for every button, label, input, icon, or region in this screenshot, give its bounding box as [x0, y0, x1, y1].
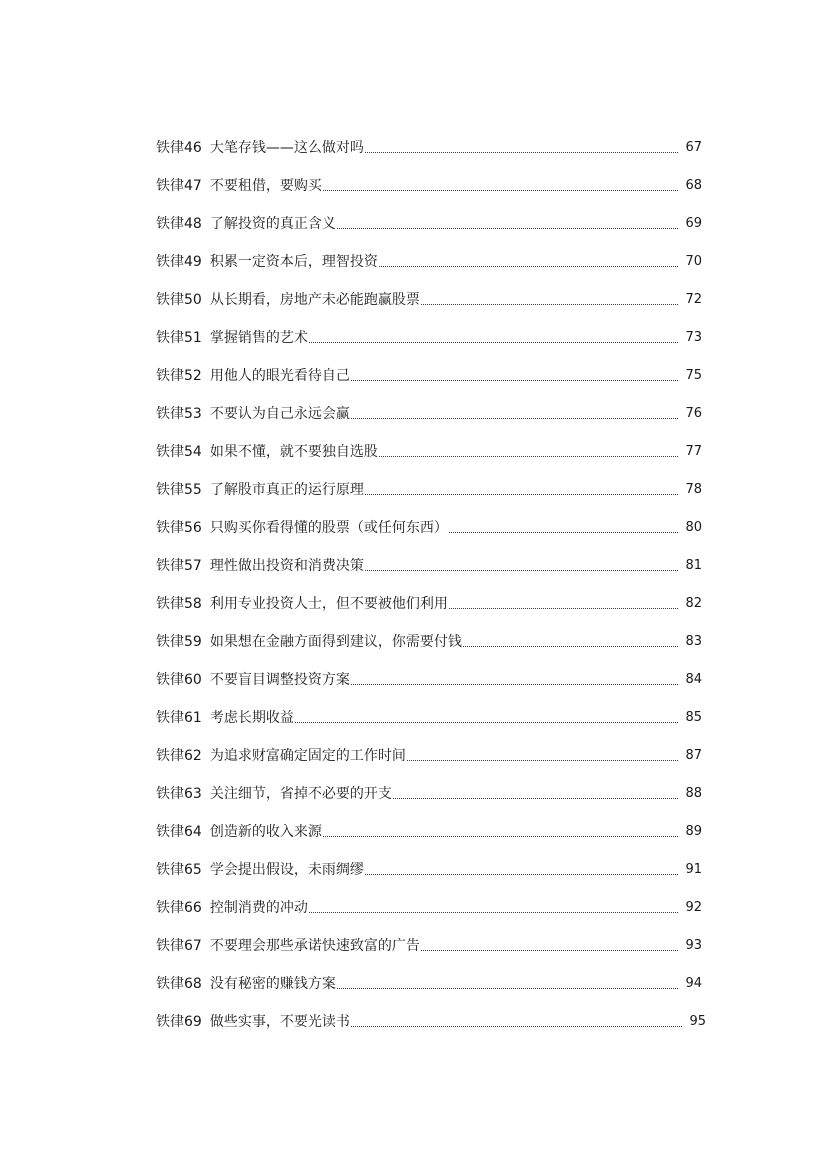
toc-entry-number: 铁律53	[156, 406, 202, 422]
toc-entry-page: 72	[685, 292, 702, 307]
toc-entry-title: 没有秘密的赚钱方案	[209, 976, 336, 992]
toc-entry-page: 73	[685, 330, 702, 345]
toc-entry-number: 铁律67	[156, 938, 202, 954]
toc-entry-number: 铁律49	[156, 254, 202, 270]
toc-entry-title: 做些实事，不要光读书	[209, 1014, 350, 1030]
toc-entry-number: 铁律54	[156, 444, 202, 460]
toc-entry[interactable]	[156, 129, 702, 167]
toc-entry-title: 利用专业投资人士，但不要被他们利用	[209, 596, 448, 612]
toc-entry[interactable]	[156, 927, 702, 965]
toc-entry-title: 了解投资的真正含义	[209, 216, 336, 232]
toc-entry-page: 82	[685, 596, 702, 611]
toc-entry-page: 89	[685, 824, 702, 839]
toc-entry-number: 铁律60	[156, 672, 202, 688]
toc-entry[interactable]	[156, 699, 702, 737]
toc-entry-number: 铁律47	[156, 178, 202, 194]
toc-entry-number: 铁律52	[156, 368, 202, 384]
toc-entry[interactable]	[156, 851, 702, 889]
toc-entry-title: 了解股市真正的运行原理	[209, 482, 364, 498]
toc-entry-title: 控制消费的冲动	[209, 900, 308, 916]
toc-entry-page: 68	[685, 178, 702, 193]
toc-entry-page: 75	[685, 368, 702, 383]
dot-leader	[393, 798, 678, 799]
toc-entry-title: 大笔存钱——这么做对吗	[209, 140, 364, 156]
toc-entry-number: 铁律69	[156, 1014, 202, 1030]
toc-entry-page: 93	[685, 938, 702, 953]
toc-entry-title: 学会提出假设，未雨绸缪	[209, 862, 364, 878]
toc-entry-number: 铁律63	[156, 786, 202, 802]
toc-entry-page: 77	[685, 444, 702, 459]
dot-leader	[323, 190, 678, 191]
dot-leader	[337, 228, 678, 229]
toc-entry-number: 铁律62	[156, 748, 202, 764]
toc-entry-page: 88	[685, 786, 702, 801]
dot-leader	[365, 494, 678, 495]
toc-entry-number: 铁律61	[156, 710, 202, 726]
toc-entry-page: 91	[685, 862, 702, 877]
toc-entry-number: 铁律46	[156, 140, 202, 156]
toc-entry-title: 考虑长期收益	[209, 710, 294, 726]
toc-entry-page: 76	[685, 406, 702, 421]
toc-entry-number: 铁律68	[156, 976, 202, 992]
toc-entry-number: 铁律48	[156, 216, 202, 232]
toc-entry-title: 为追求财富确定固定的工作时间	[209, 748, 406, 764]
toc-entry[interactable]	[156, 547, 702, 585]
toc-entry-number: 铁律50	[156, 292, 202, 308]
dot-leader	[421, 950, 678, 951]
toc-entry-number: 铁律66	[156, 900, 202, 916]
toc-entry-title: 如果不懂，就不要独自选股	[209, 444, 378, 460]
toc-entry-number: 铁律55	[156, 482, 202, 498]
dot-leader	[421, 304, 678, 305]
toc-entry-title: 创造新的收入来源	[209, 824, 322, 840]
dot-leader	[351, 418, 678, 419]
dot-leader	[365, 152, 678, 153]
dot-leader	[463, 646, 678, 647]
toc-entry[interactable]	[156, 889, 702, 927]
toc-entry-title: 不要理会那些承诺快速致富的广告	[209, 938, 420, 954]
toc-entry[interactable]	[156, 965, 702, 1003]
toc-entry-page: 83	[685, 634, 702, 649]
dot-leader	[365, 874, 678, 875]
dot-leader	[449, 608, 678, 609]
toc-entry-title: 掌握销售的艺术	[209, 330, 308, 346]
toc-entry[interactable]	[156, 167, 702, 205]
toc-entry-page: 81	[685, 558, 702, 573]
toc-entry-page: 94	[685, 976, 702, 991]
dot-leader	[337, 988, 678, 989]
toc-entry-page: 67	[685, 140, 702, 155]
toc-entry-page: 87	[685, 748, 702, 763]
dot-leader	[365, 570, 678, 571]
toc-entry[interactable]	[156, 471, 702, 509]
toc-entry[interactable]	[156, 205, 702, 243]
dot-leader	[351, 380, 678, 381]
toc-entry-number: 铁律58	[156, 596, 202, 612]
toc-entry[interactable]	[156, 319, 702, 357]
toc-entry[interactable]	[156, 1003, 706, 1041]
toc-entry-page: 80	[685, 520, 702, 535]
toc-entry-title: 理性做出投资和消费决策	[209, 558, 364, 574]
toc-entry-number: 铁律51	[156, 330, 202, 346]
toc-entry[interactable]	[156, 243, 702, 281]
dot-leader	[295, 722, 678, 723]
toc-entry-title: 从长期看，房地产未必能跑赢股票	[209, 292, 420, 308]
toc-entry-title: 关注细节，省掉不必要的开支	[209, 786, 392, 802]
toc-entry-page: 85	[685, 710, 702, 725]
toc-entry-title: 积累一定资本后，理智投资	[209, 254, 378, 270]
toc-entry-number: 铁律56	[156, 520, 202, 536]
toc-entry-number: 铁律64	[156, 824, 202, 840]
toc-entry-number: 铁律65	[156, 862, 202, 878]
dot-leader	[309, 342, 678, 343]
toc-entry-page: 69	[685, 216, 702, 231]
dot-leader	[379, 456, 678, 457]
toc-entry-title: 不要租借，要购买	[209, 178, 322, 194]
toc-entry[interactable]	[156, 813, 702, 851]
toc-entry[interactable]	[156, 357, 702, 395]
toc-entry-title: 用他人的眼光看待自己	[209, 368, 350, 384]
dot-leader	[351, 684, 678, 685]
dot-leader	[407, 760, 678, 761]
toc-entry[interactable]	[156, 585, 702, 623]
toc-entry-title: 不要认为自己永远会赢	[209, 406, 350, 422]
toc-entry-title: 只购买你看得懂的股票（或任何东西）	[209, 520, 448, 536]
toc-entry-title: 不要盲目调整投资方案	[209, 672, 350, 688]
dot-leader	[351, 1026, 682, 1027]
toc-entry-page: 84	[685, 672, 702, 687]
dot-leader	[323, 836, 678, 837]
toc-entry-title: 如果想在金融方面得到建议，你需要付钱	[209, 634, 462, 650]
dot-leader	[449, 532, 678, 533]
toc-entry[interactable]	[156, 281, 702, 319]
toc-entry-page: 70	[685, 254, 702, 269]
toc-entry-page: 78	[685, 482, 702, 497]
dot-leader	[309, 912, 678, 913]
toc-entry[interactable]	[156, 395, 702, 433]
toc-entry[interactable]	[156, 737, 702, 775]
toc-entry[interactable]	[156, 623, 702, 661]
toc-entry-number: 铁律57	[156, 558, 202, 574]
toc-entry[interactable]	[156, 509, 702, 547]
toc-entry[interactable]	[156, 433, 702, 471]
toc-entry-number: 铁律59	[156, 634, 202, 650]
table-of-contents	[156, 129, 706, 1041]
dot-leader	[379, 266, 678, 267]
toc-entry-page: 92	[685, 900, 702, 915]
toc-entry-page: 95	[689, 1014, 706, 1029]
toc-entry[interactable]	[156, 775, 702, 813]
toc-entry[interactable]	[156, 661, 702, 699]
